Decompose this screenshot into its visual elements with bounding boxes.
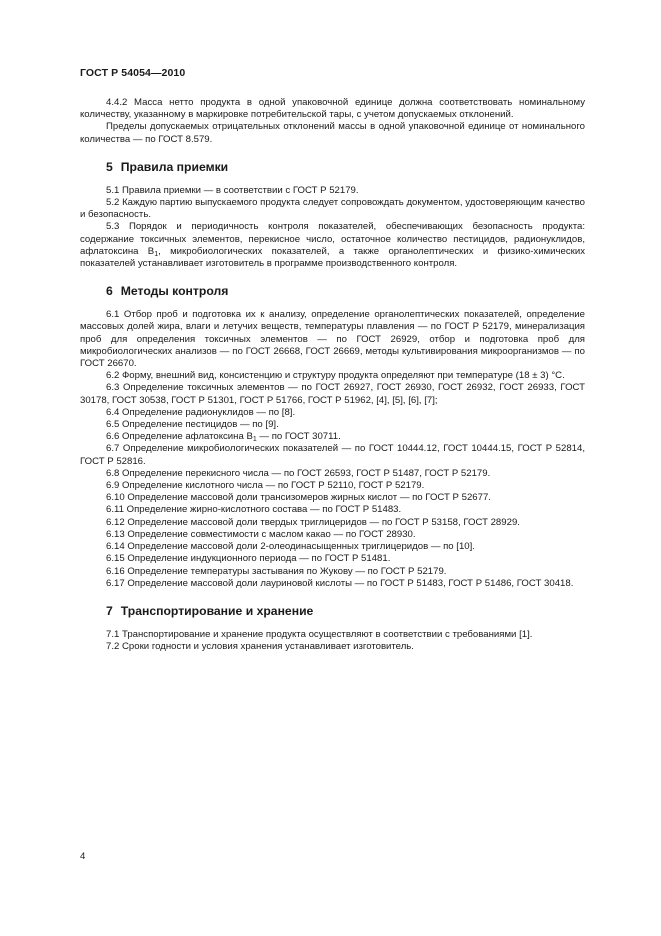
section-title: Правила приемки (120, 159, 229, 174)
paragraph-6-13: 6.13 Определение совместимости с маслом какао — по ГОСТ 28930. (106, 528, 416, 540)
paragraph-6-17: 6.17 Определение массовой доли лауриновой кислоты — по ГОСТ Р 51483, ГОСТ Р 51486, ГОСТ 30418. (106, 577, 574, 589)
paragraph-6-14: 6.14 Определение массовой доли 2-олеодинасыщенных триглицеридов — по [10]. (106, 541, 475, 553)
paragraph-6-7: 6.7 Определение микробиологических показателей — по ГОСТ 10444.12, ГОСТ 10444.15, ГОСТ Р 52814, ГОСТ Р 52816. (80, 443, 585, 467)
section-5-heading (106, 160, 585, 174)
paragraph-6-6-text-a: 6.6 Определение афлатоксина В (106, 431, 253, 443)
paragraph-6-4: 6.4 Определение радионуклидов — по [8]. (106, 406, 296, 418)
paragraph-6-6 (80, 431, 585, 443)
paragraph-6-2: 6.2 Форму, внешний вид, консистенцию и структуру продукта определяют при температуре (18 ± 3) °С. (106, 370, 565, 382)
paragraph-6-5: 6.5 Определение пестицидов — по [9]. (106, 419, 279, 431)
paragraph-5-1: 5.1 Правила приемки — в соответствии с ГОСТ Р 52179. (106, 184, 359, 196)
section-number: 5 (106, 159, 113, 174)
paragraph-5-3-text-b: , микробиологических показателей, а также органолептических и физико-химических показателей устанавливает изготовитель в программе производственного контроля. (80, 245, 585, 270)
paragraph-5-3-text-a: 5.3 Порядок и периодичность контроля показателей, обеспечивающих безопасность продукта: содержание токсичных элементов, перекисное число, остаточное количество пестицидов, радионуклидов, афлатоксина В (80, 221, 585, 257)
paragraph-6-16: 6.16 Определение температуры застывания по Жукову — по ГОСТ Р 52179. (106, 565, 447, 577)
paragraph-6-6-text-b: — по ГОСТ 30711. (256, 431, 341, 443)
page-number: 4 (80, 851, 86, 862)
paragraph-4-4-2-limits: Пределы допускаемых отрицательных отклонений массы в одной упаковочной единице от номинального количества — по ГОСТ 8.579. (80, 121, 585, 145)
page-content (80, 97, 585, 653)
paragraph-6-3: 6.3 Определение токсичных элементов — по ГОСТ 26927, ГОСТ 26930, ГОСТ 26932, ГОСТ 26933, ГОСТ 30178, ГОСТ 30538, ГОСТ Р 51301, ГОСТ Р 51766, ГОСТ Р 51962, [4], [5], [6], [7]; (80, 382, 585, 406)
paragraph-6-11: 6.11 Определение жирно-кислотного состава — по ГОСТ Р 51483. (106, 504, 402, 516)
paragraph-6-10: 6.10 Определение массовой доли трансизомеров жирных кислот — по ГОСТ Р 52677. (106, 492, 491, 504)
paragraph-6-9: 6.9 Определение кислотного числа — по ГОСТ Р 52110, ГОСТ Р 52179. (106, 480, 425, 492)
paragraph-6-1: 6.1 Отбор проб и подготовка их к анализу, определение органолептических показателей, определение массовых долей жира, влаги и летучих веществ, температуры плавления — по ГОСТ Р 52179, минерализация проб для определения токсичных элементов — по ГОСТ 26929, отбор и подготовка проб для микробиологических анализов — по ГОСТ 26668, ГОСТ 26669, методы культивирования микроорганизмов — по ГОСТ 26670. (80, 309, 585, 370)
section-title: Транспортирование и хранение (120, 603, 314, 618)
paragraph-5-2: 5.2 Каждую партию выпускаемого продукта следует сопровождать документом, удостоверяющим качество и безопасность. (80, 197, 585, 221)
section-7-heading (106, 604, 585, 618)
subscript: 1 (154, 250, 159, 258)
paragraph-7-1: 7.1 Транспортирование и хранение продукта осуществляют в соответствии с требованиями [1]. (106, 628, 533, 640)
paragraph-6-15: 6.15 Определение индукционного периода — по ГОСТ Р 51481. (106, 553, 391, 565)
paragraph-6-8: 6.8 Определение перекисного числа — по ГОСТ 26593, ГОСТ Р 51487, ГОСТ Р 52179. (106, 467, 491, 479)
subscript: 1 (252, 436, 257, 444)
paragraph-7-2: 7.2 Сроки годности и условия хранения устанавливает изготовитель. (106, 641, 414, 653)
section-number: 7 (106, 603, 113, 618)
paragraph-5-3 (80, 221, 585, 270)
paragraph-4-4-2: 4.4.2 Масса нетто продукта в одной упаковочной единице должна соответствовать номинальному количеству, указанному в маркировке потребительской тары, с учетом допускаемых отклонений. (80, 97, 585, 121)
document-header: ГОСТ Р 54054—2010 (80, 67, 186, 79)
section-number: 6 (106, 284, 113, 299)
section-title: Методы контроля (120, 284, 229, 299)
section-6-heading (106, 284, 585, 298)
paragraph-6-12: 6.12 Определение массовой доли твердых триглицеридов — по ГОСТ Р 53158, ГОСТ 28929. (106, 516, 520, 528)
